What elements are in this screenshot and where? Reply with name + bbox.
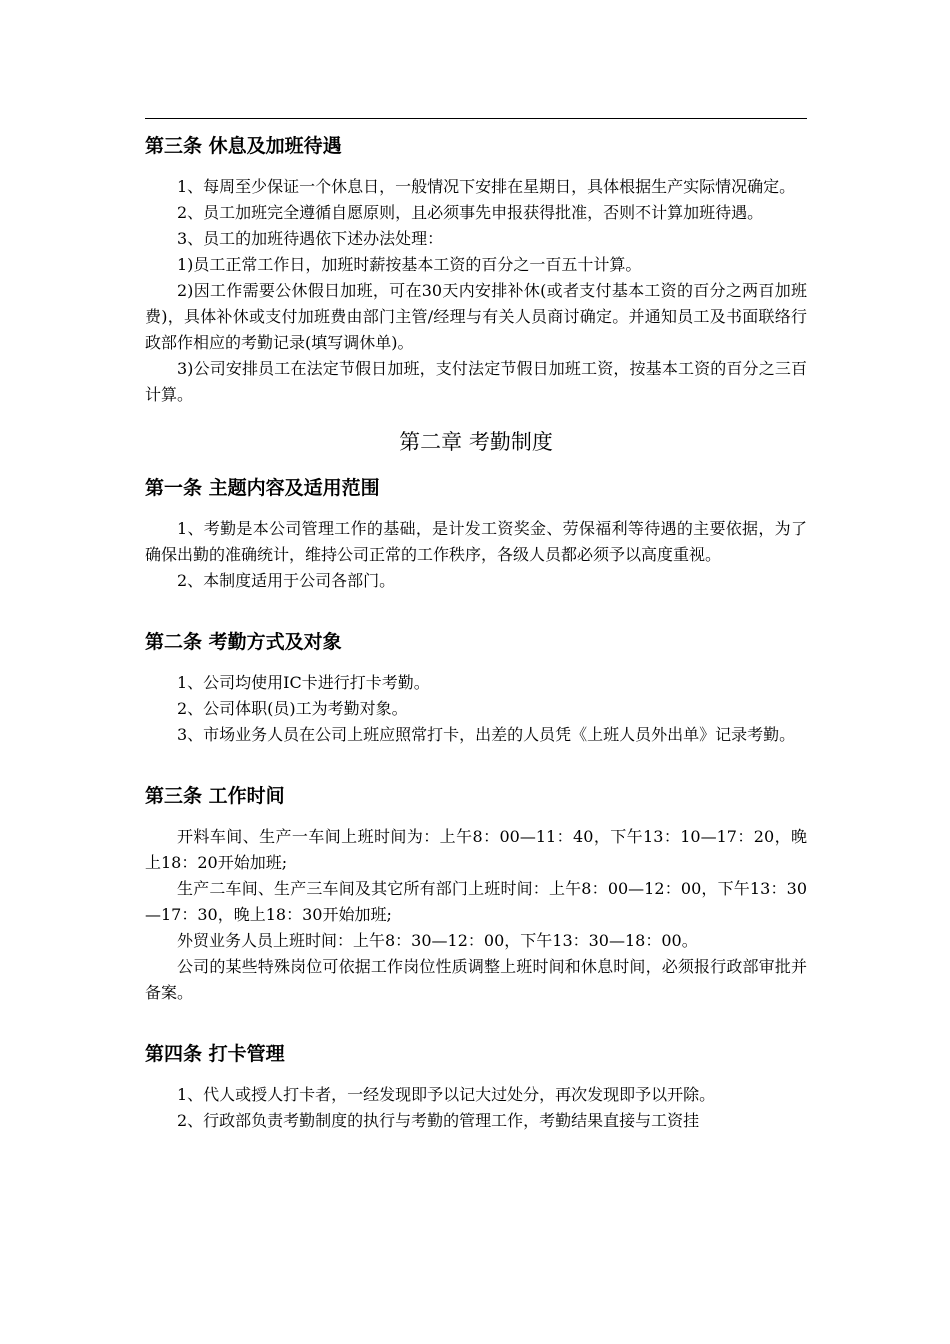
paragraph: 2、行政部负责考勤制度的执行与考勤的管理工作，考勤结果直接与工资挂 bbox=[177, 1111, 700, 1130]
paragraph: 2)因工作需要公休假日加班，可在30天内安排补休(或者支付基本工资的百分之两百加班费)，具体补休或支付加班费由部门主管/经理与有关人员商讨确定。并通知员工及书面联络行政部作相应的考勤记录(填写调休单)。 bbox=[145, 281, 807, 352]
paragraph: 2、本制度适用于公司各部门。 bbox=[177, 571, 396, 590]
paragraph: 1、公司均使用IC卡进行打卡考勤。 bbox=[177, 673, 430, 692]
paragraph: 开料车间、生产一车间上班时间为：上午8：00—11：40，下午13：10—17：20，晚上18：20开始加班; bbox=[145, 827, 807, 872]
article-heading-working-hours: 第三条 工作时间 bbox=[145, 785, 285, 807]
paragraph: 2、公司体职(员)工为考勤对象。 bbox=[177, 699, 408, 718]
article-heading-attendance-method: 第二条 考勤方式及对象 bbox=[145, 631, 342, 653]
paragraph: 公司的某些特殊岗位可依据工作岗位性质调整上班时间和休息时间，必须报行政部审批并备案。 bbox=[145, 957, 807, 1002]
document-body bbox=[145, 128, 807, 1134]
article-heading-punch-management: 第四条 打卡管理 bbox=[145, 1043, 285, 1065]
article-heading-scope: 第一条 主题内容及适用范围 bbox=[145, 477, 380, 499]
paragraph: 3、市场业务人员在公司上班应照常打卡，出差的人员凭《上班人员外出单》记录考勤。 bbox=[177, 725, 796, 744]
header-rule bbox=[145, 118, 807, 119]
paragraph: 1)员工正常工作日，加班时薪按基本工资的百分之一百五十计算。 bbox=[177, 255, 642, 274]
paragraph: 3)公司安排员工在法定节假日加班，支付法定节假日加班工资，按基本工资的百分之三百计算。 bbox=[145, 359, 807, 404]
paragraph: 3、员工的加班待遇依下述办法处理： bbox=[177, 229, 444, 248]
paragraph: 1、考勤是本公司管理工作的基础，是计发工资奖金、劳保福利等待遇的主要依据，为了确保出勤的准确统计，维持公司正常的工作秩序，各级人员都必须予以高度重视。 bbox=[145, 519, 807, 564]
paragraph: 外贸业务人员上班时间：上午8：30—12：00，下午13：30—18：00。 bbox=[177, 931, 698, 950]
paragraph: 2、员工加班完全遵循自愿原则，且必须事先申报获得批准，否则不计算加班待遇。 bbox=[177, 203, 764, 222]
paragraph: 1、每周至少保证一个休息日，一般情况下安排在星期日，具体根据生产实际情况确定。 bbox=[177, 177, 796, 196]
chapter-title: 第二章 考勤制度 bbox=[399, 430, 553, 454]
paragraph: 生产二车间、生产三车间及其它所有部门上班时间：上午8：00—12：00，下午13：30—17：30，晚上18：30开始加班; bbox=[145, 879, 807, 924]
paragraph: 1、代人或授人打卡者，一经发现即予以记大过处分，再次发现即予以开除。 bbox=[177, 1085, 716, 1104]
article-heading-rest-overtime: 第三条 休息及加班待遇 bbox=[145, 135, 342, 157]
